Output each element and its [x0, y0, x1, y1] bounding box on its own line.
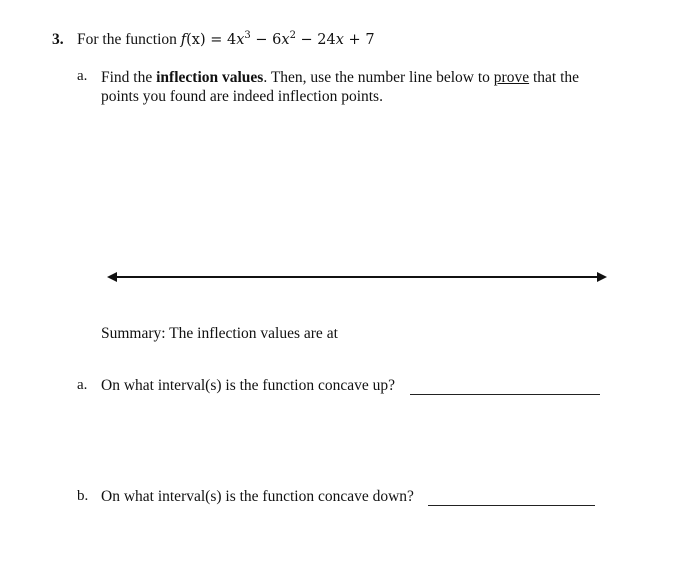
- term2-exponent: 2: [289, 30, 296, 41]
- concave-down-question: On what interval(s) is the function concave down?: [101, 488, 414, 505]
- left-arrow-icon: [107, 272, 117, 282]
- part-a1-text-end: that the points you found are indeed inflection points.: [101, 69, 580, 105]
- concave-down-answer-blank[interactable]: [428, 505, 595, 506]
- function-name: f: [180, 32, 187, 48]
- part-a2-letter: a.: [77, 377, 88, 393]
- stem-prefix: For the function: [77, 31, 177, 48]
- number-line: [107, 270, 607, 284]
- part-a1-text-start: Find the: [101, 69, 157, 86]
- function-expression: [181, 32, 375, 48]
- prove-underlined: prove: [493, 69, 530, 86]
- term1-var: x: [236, 32, 245, 48]
- concave-up-answer-blank[interactable]: [410, 394, 600, 395]
- part-b-letter: b.: [77, 488, 89, 504]
- part-a1-text-mid: . Then, use the number line below to: [263, 69, 494, 86]
- term3-var: x: [335, 32, 344, 48]
- part-a1-instructions: [101, 68, 611, 106]
- concave-up-question: On what interval(s) is the function concave up?: [101, 377, 395, 394]
- question-stem: [77, 31, 375, 49]
- inflection-values-bold: inflection values: [156, 69, 264, 86]
- term2-var: x: [281, 32, 290, 48]
- term1-exponent: 3: [244, 30, 251, 41]
- question-number: 3.: [52, 31, 64, 48]
- term2-prefix: − 6: [250, 32, 282, 48]
- summary-text: Summary: The inflection values are at: [101, 325, 338, 342]
- part-a1-letter: a.: [77, 68, 88, 84]
- term3-prefix: − 24: [295, 32, 336, 48]
- constant-term: + 7: [343, 32, 375, 48]
- function-var: (x) = 4: [186, 32, 237, 48]
- right-arrow-icon: [597, 272, 607, 282]
